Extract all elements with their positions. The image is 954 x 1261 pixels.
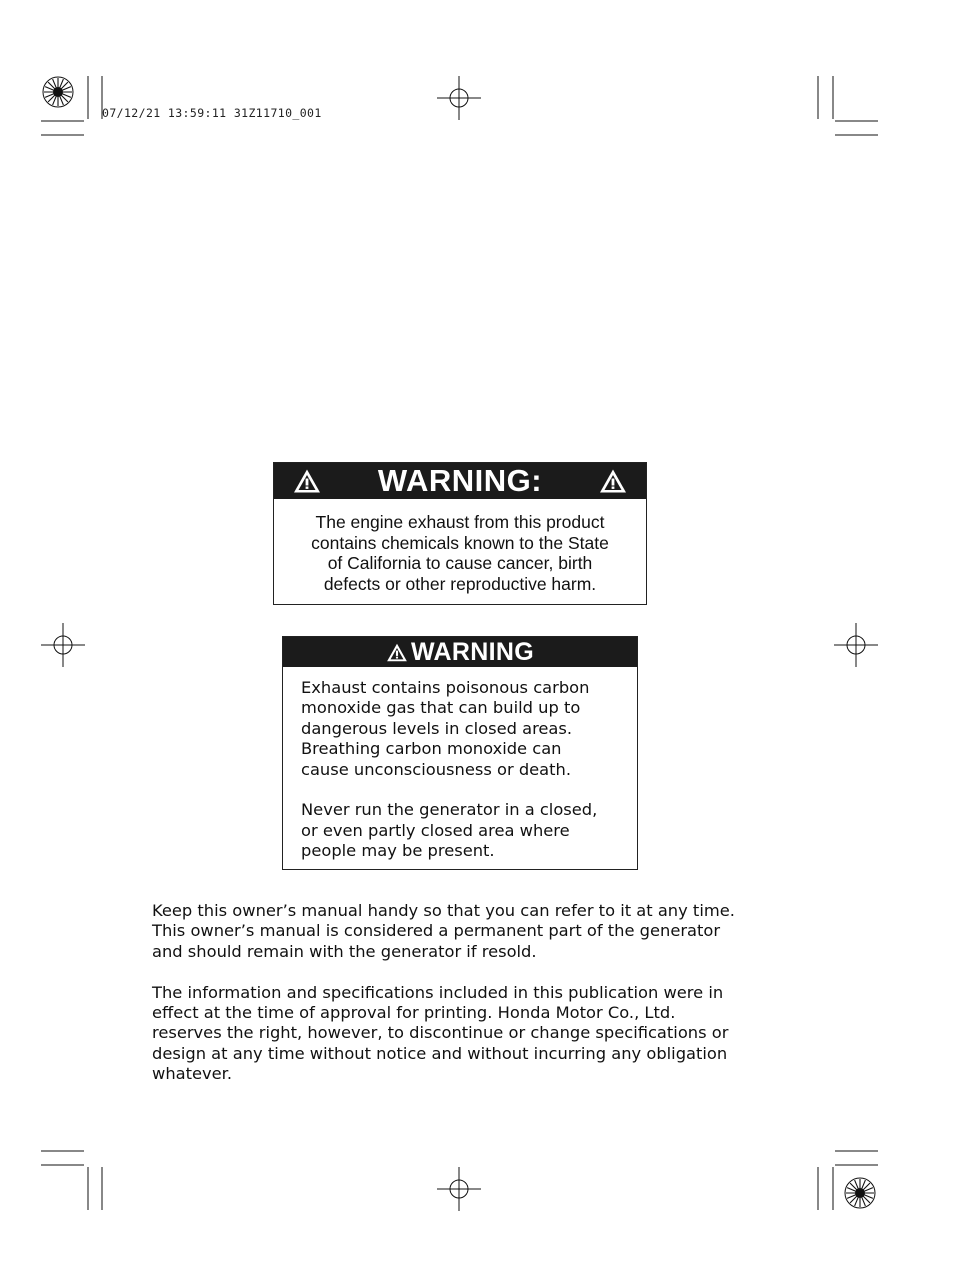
- crosshair-registration-icon: [41, 623, 85, 667]
- starburst-target-icon: [43, 77, 73, 107]
- warning-text-line: The engine exhaust from this product: [315, 512, 605, 532]
- co-warning-box: [282, 636, 638, 870]
- crosshair-registration-icon: [437, 76, 481, 120]
- body-text-line: This owner’s manual is considered a permanent part of the generator: [152, 921, 721, 941]
- manual-paragraph-specifications: [152, 983, 735, 1085]
- crosshair-registration-icon: [834, 623, 878, 667]
- warning-text-line: defects or other reproductive harm.: [323, 573, 597, 594]
- warning-text-line: Never run the generator in a closed,: [301, 800, 598, 820]
- warning-text-line: Breathing carbon monoxide can: [301, 739, 562, 759]
- body-text-line: design at any time without notice and without incurring any obligation: [152, 1043, 728, 1063]
- warning-text-line: of California to cause cancer, birth: [327, 553, 593, 574]
- manual-paragraph-keep-handy: [152, 901, 735, 962]
- co-warning-banner: [283, 637, 637, 667]
- print-slug-timestamp: 07/12/21 13:59:11 31Z11710_001: [102, 106, 322, 120]
- manual-notice-text: [152, 901, 735, 1105]
- co-warning-paragraph: [301, 800, 637, 861]
- body-text-line: The information and specifications included in this publication were in: [152, 982, 724, 1002]
- co-warning-paragraph: [301, 678, 637, 780]
- body-text-line: reserves the right, however, to discontinue or change specifications or: [152, 1023, 729, 1043]
- warning-text-line: cause unconsciousness or death.: [301, 759, 572, 779]
- warning-text-line: monoxide gas that can build up to: [301, 698, 581, 718]
- alert-triangle-icon: [386, 643, 408, 662]
- prop65-warning-text: [274, 499, 646, 594]
- prop65-warning-banner: [274, 463, 646, 499]
- warning-text-line: dangerous levels in closed areas.: [301, 718, 573, 738]
- co-warning-title: WARNING: [411, 637, 534, 666]
- body-text-line: and should remain with the generator if resold.: [152, 941, 537, 961]
- warning-text-line: or even partly closed area where: [301, 820, 570, 840]
- warning-text-line: Exhaust contains poisonous carbon: [301, 678, 590, 697]
- starburst-target-icon: [845, 1178, 875, 1208]
- co-warning-text: [283, 667, 637, 862]
- prop65-warning-title: WARNING:: [377, 463, 543, 498]
- crosshair-registration-icon: [437, 1167, 481, 1211]
- warning-text-line: people may be present.: [301, 841, 495, 861]
- alert-triangle-icon: [599, 469, 627, 494]
- body-text-line: whatever.: [152, 1064, 233, 1084]
- body-text-line: effect at the time of approval for printing. Honda Motor Co., Ltd.: [152, 1003, 676, 1023]
- alert-triangle-icon: [293, 469, 321, 494]
- warning-text-line: contains chemicals known to the State: [311, 532, 609, 553]
- prop65-warning-box: [273, 462, 647, 605]
- body-text-line: Keep this owner’s manual handy so that you can refer to it at any time.: [152, 901, 735, 920]
